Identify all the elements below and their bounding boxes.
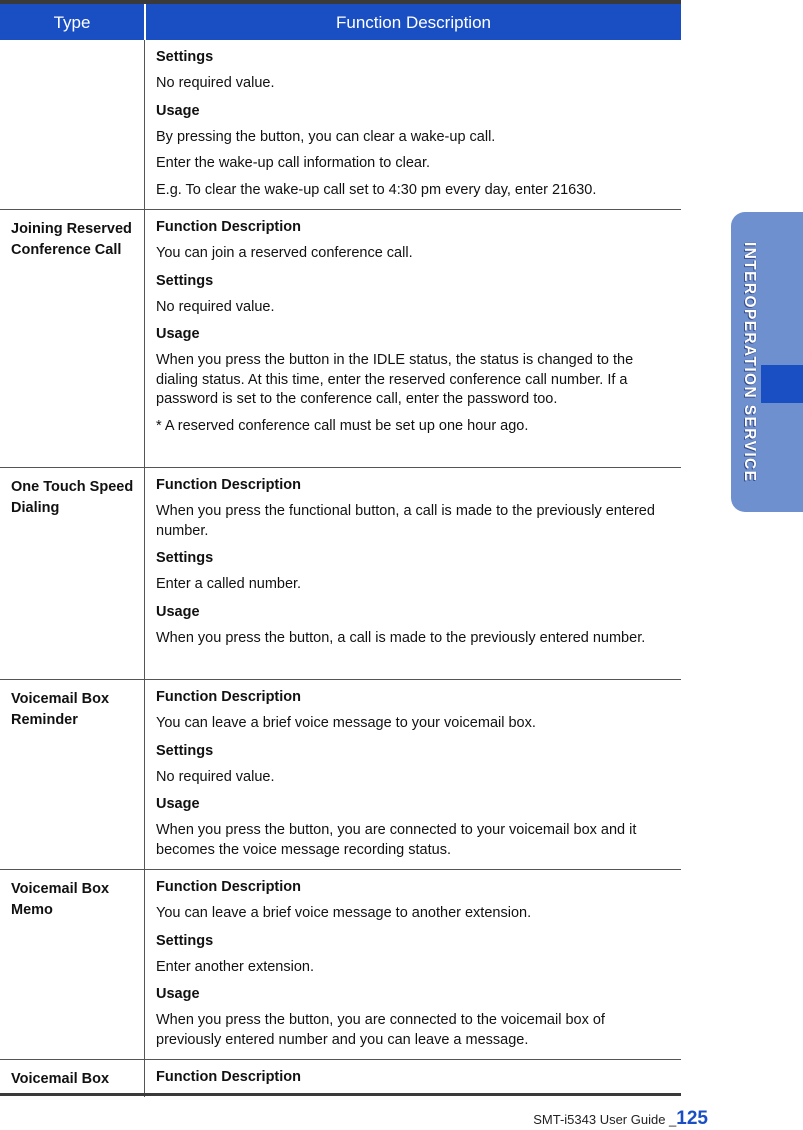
table-row — [0, 40, 681, 210]
section-side-tab — [731, 212, 803, 512]
bottom-rule — [0, 1093, 681, 1096]
table-row — [0, 1060, 681, 1097]
section-text: E.g. To clear the wake-up call set to 4:30 pm every day, enter 21630. — [156, 181, 597, 198]
section-label: Settings — [156, 742, 214, 759]
section-text: Enter a called number. — [156, 576, 302, 592]
description-cell — [156, 475, 674, 655]
section-text: When you press the button, you are connected to your voicemail box and it becomes the voice message recording status. — [156, 822, 637, 858]
section-label: Function Description — [156, 477, 301, 493]
section-text: When you press the button, you are connected to the voicemail box of previously entered number and you can leave a message. — [156, 1012, 605, 1048]
type-cell: Voicemail Box Reminder — [11, 691, 110, 728]
page-footer — [533, 1108, 708, 1130]
section-text: When you press the button, a call is made to the previously entered number. — [156, 629, 646, 646]
column-divider — [144, 870, 145, 1060]
type-cell: Joining Reserved Conference Call — [11, 221, 132, 258]
column-divider — [144, 40, 145, 210]
side-tab-label: INTEROPERATION SERVICE — [741, 241, 758, 483]
section-text: By pressing the button, you can clear a wake-up call. — [156, 128, 496, 145]
section-label: Usage — [156, 986, 200, 1002]
section-label: Settings — [156, 550, 214, 566]
column-divider — [144, 1060, 145, 1097]
section-label: Settings — [156, 272, 214, 289]
section-label: Function Description — [156, 1069, 301, 1085]
type-cell: Voicemail Box Memo — [11, 881, 110, 918]
section-label: Function Description — [156, 219, 301, 235]
description-cell — [156, 217, 674, 443]
section-text: No required value. — [156, 768, 275, 785]
section-text: You can leave a brief voice message to your voicemail box. — [156, 715, 536, 731]
description-cell — [156, 47, 674, 207]
column-divider — [144, 210, 145, 468]
section-text: No required value. — [156, 298, 275, 315]
section-label: Usage — [156, 603, 200, 620]
description-cell — [156, 1067, 674, 1094]
section-label: Settings — [156, 932, 214, 949]
section-text: Enter another extension. — [156, 958, 314, 975]
table-header — [0, 4, 681, 40]
column-divider — [144, 680, 145, 870]
section-text: Enter the wake-up call information to clear. — [156, 155, 431, 171]
description-cell — [156, 877, 674, 1057]
type-cell: Voicemail Box — [11, 1071, 110, 1087]
table-row — [0, 870, 681, 1060]
section-text: When you press the button in the IDLE status, the status is changed to the dialing status. At this time, enter the reserved conference call number. If a password is set to the conference call, enter the password too. — [156, 352, 634, 407]
section-text: You can leave a brief voice message to another extension. — [156, 905, 532, 921]
section-label: Usage — [156, 326, 200, 342]
page-number: 125 — [676, 1108, 708, 1129]
column-divider — [144, 468, 145, 680]
description-cell — [156, 687, 674, 867]
table-row — [0, 468, 681, 680]
section-label: Function Description — [156, 879, 301, 895]
guide-title: SMT-i5343 User Guide _ — [533, 1112, 677, 1127]
section-text: When you press the functional button, a call is made to the previously entered number. — [156, 503, 655, 539]
section-label: Usage — [156, 102, 200, 119]
section-text: * A reserved conference call must be set up one hour ago. — [156, 417, 529, 434]
table-row — [0, 680, 681, 870]
section-label: Function Description — [156, 689, 301, 705]
type-cell: One Touch Speed Dialing — [11, 479, 134, 516]
section-text: No required value. — [156, 75, 275, 91]
section-text: You can join a reserved conference call. — [156, 245, 413, 261]
table-row — [0, 210, 681, 468]
header-type: Type — [53, 13, 91, 32]
section-label: Usage — [156, 796, 200, 812]
side-tab-marker — [761, 365, 803, 403]
section-label: Settings — [156, 49, 214, 65]
header-function: Function Description — [336, 13, 491, 32]
